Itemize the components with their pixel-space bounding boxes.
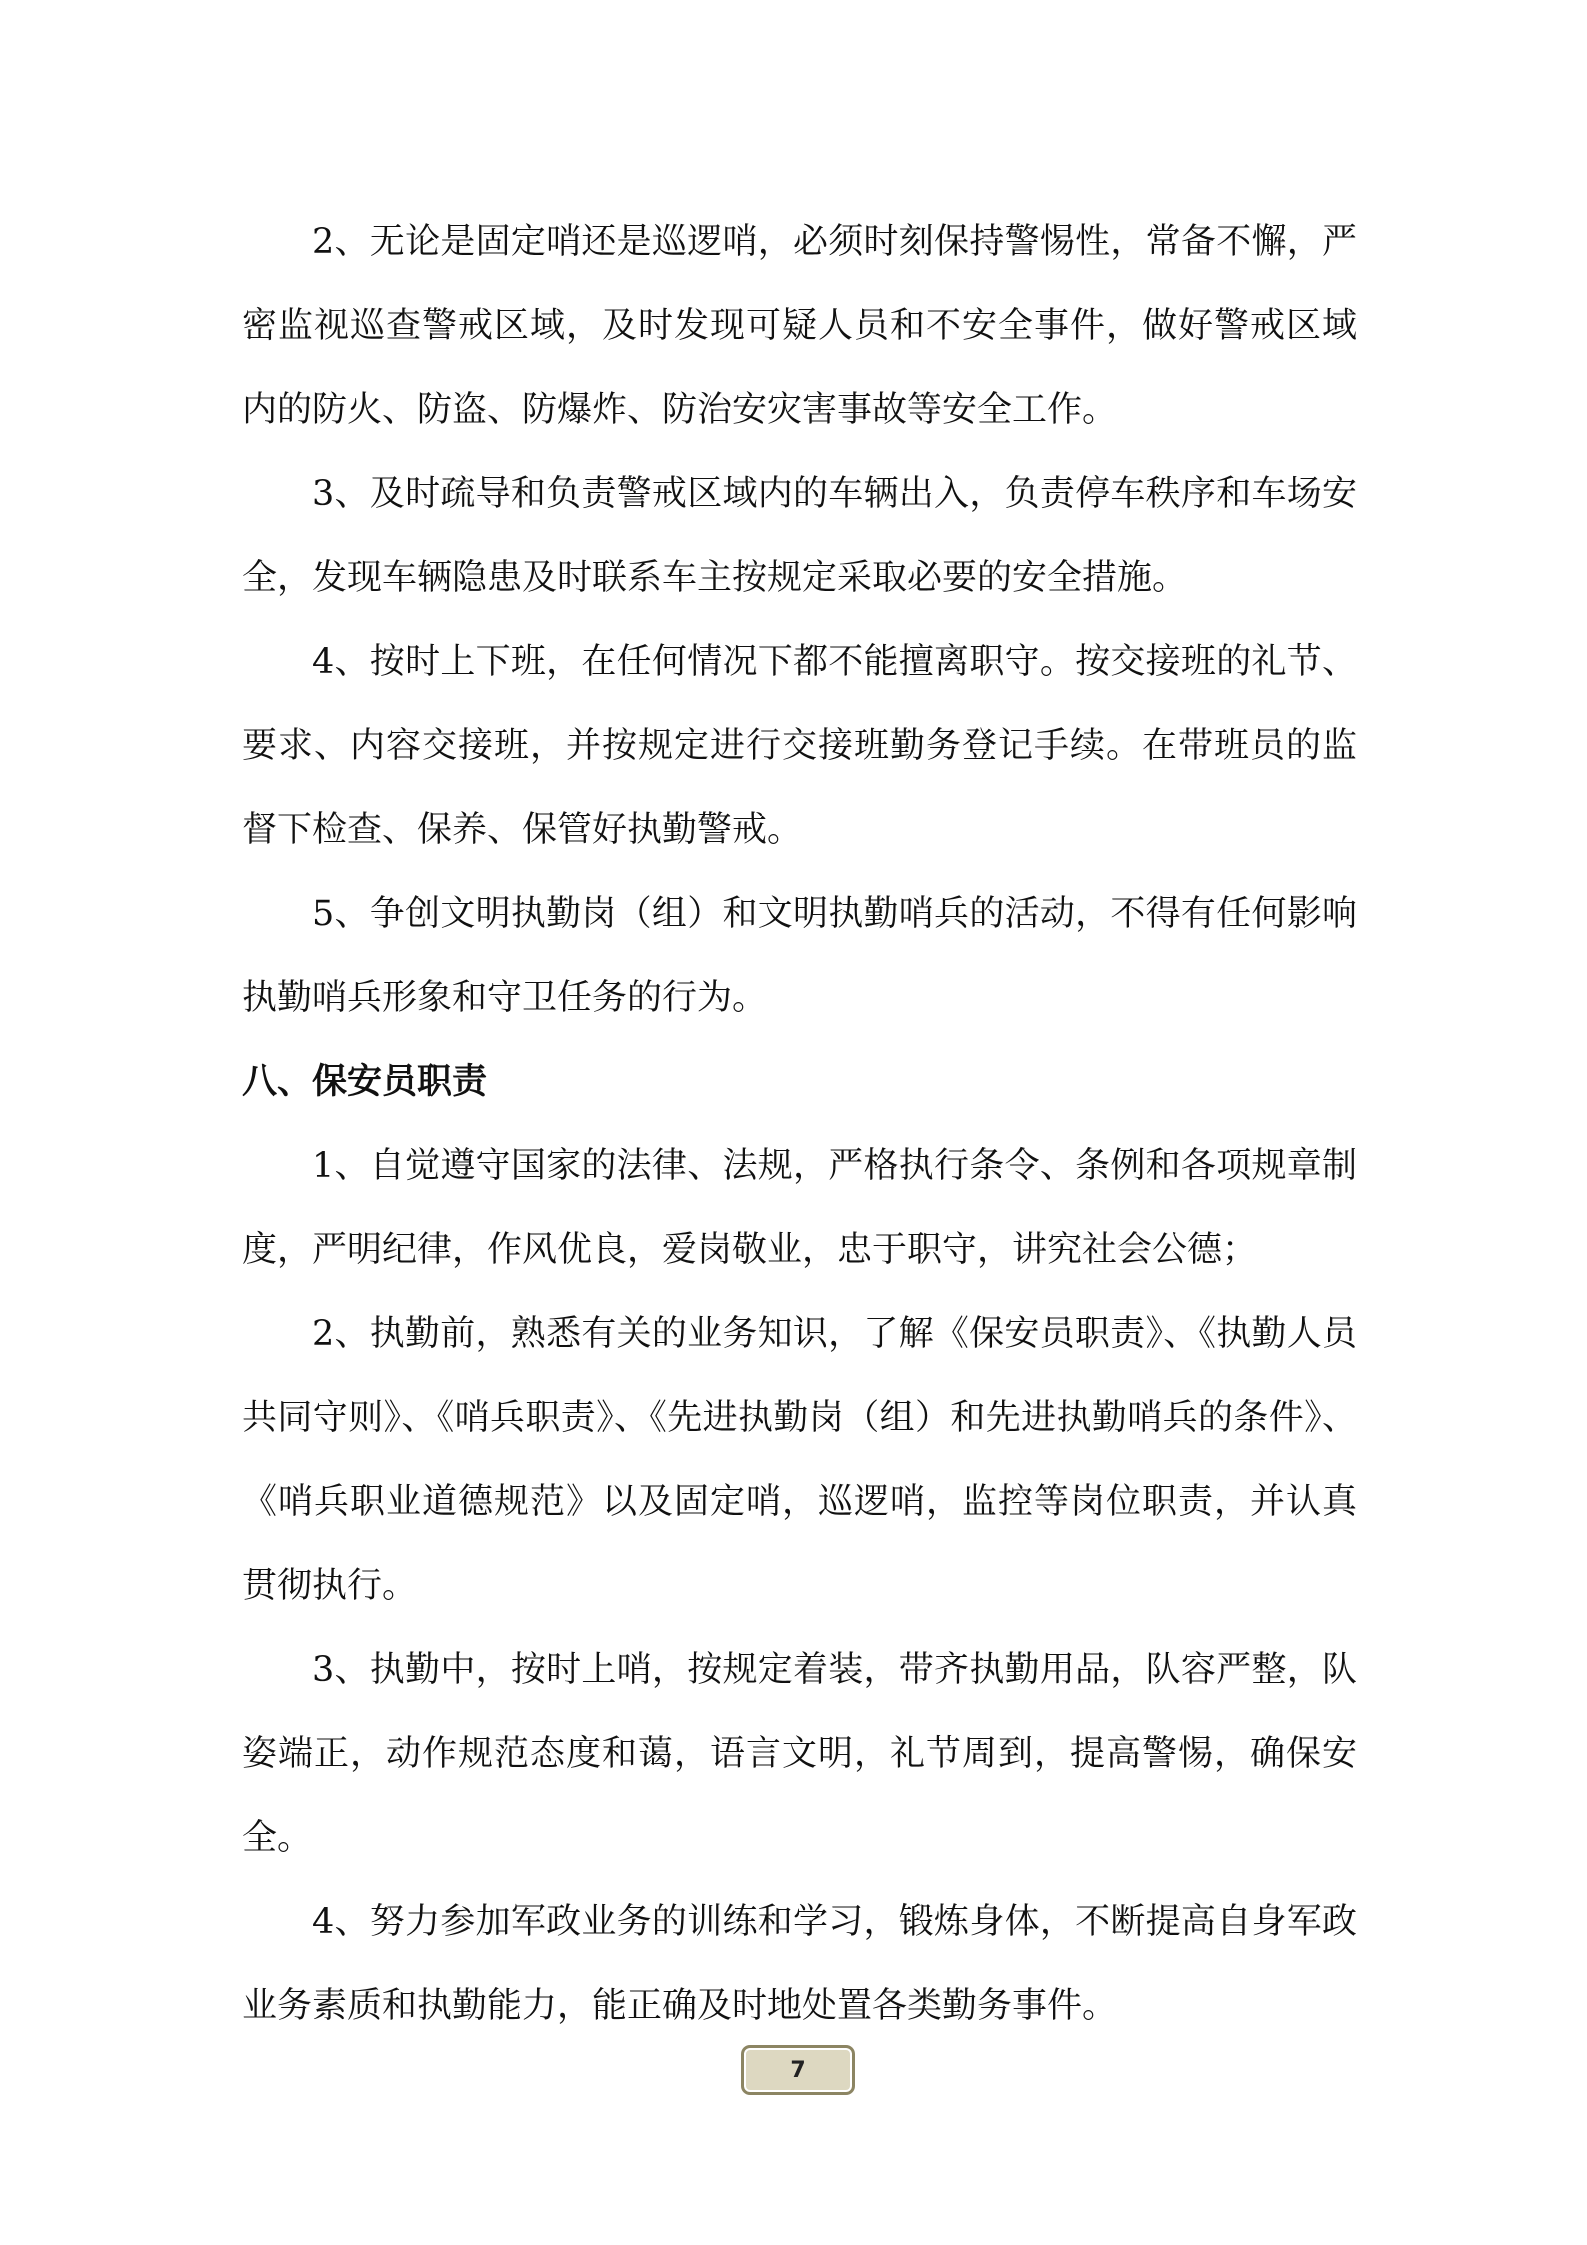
- page-number-badge: [743, 2047, 853, 2093]
- paragraph-training: 4、努力参加军政业务的训练和学习，锻炼身体，不断提高自身军政业务素质和执勤能力，能正确及时地处置各类勤务事件。: [242, 1902, 1357, 2026]
- paragraph-on-duty-conduct: 3、执勤中，按时上哨，按规定着装，带齐执勤用品，队容严整，队姿端正，动作规范态度和蔼，语言文明，礼节周到，提高警惕，确保安全。: [242, 1650, 1357, 1858]
- section-heading: 八、保安员职责: [242, 1061, 488, 1102]
- paragraph-guard-vigilance: 2、无论是固定哨还是巡逻哨，必须时刻保持警惕性，常备不懈，严密监视巡查警戒区域，及时发现可疑人员和不安全事件，做好警戒区域内的防火、防盗、防爆炸、防治安灾害事故等安全工作。: [242, 222, 1357, 430]
- paragraph-shift-handover: 4、按时上下班，在任何情况下都不能擅离职守。按交接班的礼节、要求、内容交接班，并按规定进行交接班勤务登记手续。在带班员的监督下检查、保养、保管好执勤警戒。: [242, 642, 1357, 850]
- document-body: [242, 200, 1357, 2048]
- paragraph-pre-duty-knowledge: 2、执勤前，熟悉有关的业务知识，了解《保安员职责》、《执勤人员共同守则》、《哨兵职责》、《先进执勤岗（组）和先进执勤哨兵的条件》、《哨兵职业道德规范》以及固定哨，巡逻哨，监控等岗位职责，并认真贯彻执行。: [242, 1314, 1357, 1606]
- paragraph-vehicle-control: 3、及时疏导和负责警戒区域内的车辆出入，负责停车秩序和车场安全，发现车辆隐患及时联系车主按规定采取必要的安全措施。: [242, 474, 1357, 598]
- page-number: 7: [790, 2057, 806, 2083]
- paragraph-obey-laws: 1、自觉遵守国家的法律、法规，严格执行条令、条例和各项规章制度，严明纪律，作风优良，爱岗敬业，忠于职守，讲究社会公德；: [242, 1146, 1357, 1270]
- paragraph-civilized-duty: 5、争创文明执勤岗（组）和文明执勤哨兵的活动，不得有任何影响执勤哨兵形象和守卫任务的行为。: [242, 894, 1357, 1018]
